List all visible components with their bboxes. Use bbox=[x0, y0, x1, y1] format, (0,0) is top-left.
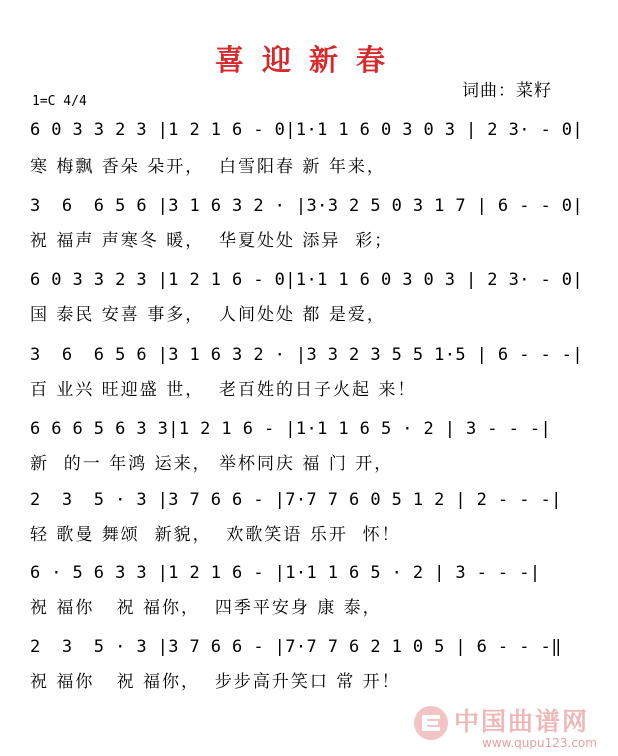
lyrics-line-8: 祝 福你 祝 福你， 步步高升笑口 常 开！ bbox=[30, 672, 401, 692]
watermark-url: www.qupu123.com bbox=[482, 736, 597, 750]
lyrics-line-6: 轻 歌曼 舞颂 新貌， 欢歌笑语 乐开 怀！ bbox=[30, 525, 401, 545]
author-credit: 词曲：菜籽 bbox=[462, 81, 552, 101]
notation-line-7: 6 · 5 6 3 3 |1 2 1 6 - |1·1 1 6 5 · 2 | 3 - - -| bbox=[30, 563, 541, 583]
lyrics-line-3: 国 泰民 安喜 事多， 人间处处 都 是爱， bbox=[30, 305, 386, 325]
lyrics-line-7: 祝 福你 祝 福你， 四季平安身 康 泰， bbox=[30, 598, 382, 618]
song-title: 喜迎新春 bbox=[214, 43, 403, 77]
lyrics-line-2: 祝 福声 声寒冬 暖， 华夏处处 添异 彩； bbox=[30, 231, 394, 251]
notation-line-5: 6 6 6 5 6 3 3|1 2 1 6 - |1·1 1 6 5 · 2 | 3 - - -| bbox=[30, 419, 552, 439]
lyrics-line-4: 百 业兴 旺迎盛 世， 老百姓的日子火起 来！ bbox=[30, 380, 417, 400]
lyrics-line-1: 寒 梅飘 香朵 朵开， 白雪阳春 新 年来， bbox=[30, 157, 386, 177]
watermark-text: 中国曲谱网 bbox=[454, 707, 590, 736]
site-watermark bbox=[412, 702, 612, 752]
notation-line-8: 2 3 5 · 3 |3 7 6 6 - |7·7 7 6 2 1 0 5 | 6 - - -‖ bbox=[30, 637, 562, 657]
notation-line-4: 3 6 6 5 6 |3 1 6 3 2 · |3 3 2 3 5 5 1·5 | 6 - - -| bbox=[30, 345, 584, 365]
notation-line-3: 6 0 3 3 2 3 |1 2 1 6 - 0|1·1 1 6 0 3 0 3 | 2 3· - 0| bbox=[30, 270, 584, 290]
notation-line-6: 2 3 5 · 3 |3 7 6 6 - |7·7 7 6 0 5 1 2 | 2 - - -| bbox=[30, 490, 562, 510]
lyrics-line-5: 新 的一 年鸿 运来， 举杯同庆 福 门 开， bbox=[30, 454, 394, 474]
key-signature: 1=C 4/4 bbox=[32, 94, 87, 109]
notation-line-1: 6 0 3 3 2 3 |1 2 1 6 - 0|1·1 1 6 0 3 0 3 | 2 3· - 0| bbox=[30, 120, 584, 140]
notation-line-2: 3 6 6 5 6 |3 1 6 3 2 · |3·3 2 5 0 3 1 7 | 6 - - 0| bbox=[30, 196, 584, 216]
site-logo-icon bbox=[412, 704, 450, 742]
